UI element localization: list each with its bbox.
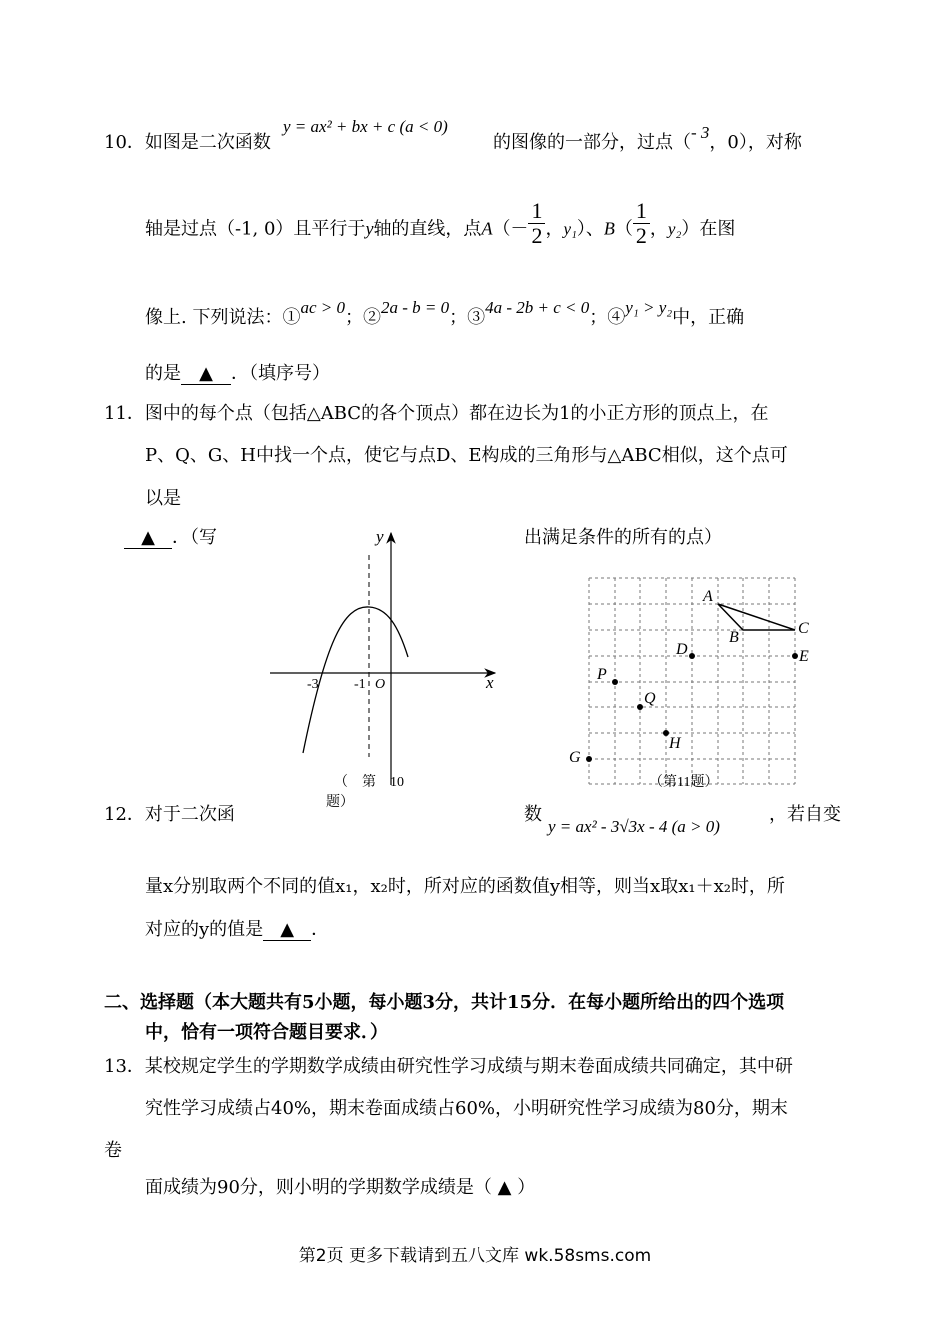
q10-line4: 的是 ▲ ．（填序号） (145, 363, 330, 384)
origin-label: O (375, 677, 386, 692)
point-p (612, 679, 618, 685)
q13-line1: 13．某校规定学生的学期数学成绩由研究性学习成绩与期末卷面成绩共同确定，其中研 (104, 1056, 793, 1077)
q13-line4: 面成绩为90分，则小明的学期数学成绩是（ ▲ ） (145, 1177, 536, 1198)
q11-line4b: 出满足条件的所有的点） (524, 527, 722, 548)
q10-line1: 10．如图是二次函数 (104, 132, 271, 153)
label-c: C (798, 620, 809, 637)
section2-heading-line1: 二、选择题（本大题共有5小题，每小题3分，共计15分．在每小题所给出的四个选项 (104, 992, 785, 1013)
q10-function: y = ax² + bx + c (a < 0) (283, 117, 448, 136)
answer-blank[interactable]: ▲ (263, 919, 311, 941)
fig10-caption-a: （ 第 10 (334, 775, 404, 790)
triangle-abc (718, 604, 795, 630)
fig11-caption: （第11题） (649, 775, 719, 790)
answer-blank[interactable]: ▲ (124, 527, 172, 549)
tick-minus3: -3 (307, 677, 319, 692)
grid-lines (589, 578, 795, 784)
q12-line1b: 数 (524, 804, 542, 825)
q12-line1c: ，若自变 (769, 804, 841, 825)
tick-minus1: -1 (354, 677, 366, 692)
q10-number: 10． (104, 132, 145, 153)
fig10-caption-b: 题） (326, 795, 354, 810)
fraction-half: $\frac{1}{2}$ (528, 199, 545, 248)
label-b: B (729, 629, 739, 646)
q12-line1a: 12．对于二次函 (104, 804, 235, 825)
q10-line3: 像上. 下列说法：①ac > 0；②2a - b = 0；③4a - 2b + c < 0；④y₁ > y₂中，正确 (145, 298, 745, 328)
label-p: P (597, 666, 607, 683)
q11-line3: 以是 (145, 488, 181, 509)
section2-heading-line2: 中，恰有一项符合题目要求．） (145, 1022, 388, 1043)
label-a: A (703, 588, 713, 605)
q10-line2: 轴是过点（-1, 0）且平行于y轴的直线，点A（－ $\frac{1}{2}$ ，y₁）、B（ $\frac{1}{2}$ ，y₂）在图 (145, 198, 736, 248)
q11-line2: P、Q、G、H中找一个点，使它与点D、E构成的三角形与△ABC相似，这个点可 (145, 445, 788, 466)
label-g: G (569, 749, 581, 766)
q12-line3: 对应的y的值是 ▲ ． (145, 919, 330, 940)
q13-line2: 究性学习成绩占40%，期末卷面成绩占60%，小明研究性学习成绩为80分，期末 (145, 1098, 788, 1119)
point-q (637, 704, 643, 710)
point-g (586, 756, 592, 762)
x-axis-label: x (486, 673, 494, 692)
y-axis-label: y (376, 527, 384, 546)
answer-triangle[interactable]: ▲ (497, 1177, 512, 1198)
label-q: Q (644, 690, 656, 707)
q12-line2: 量x分别取两个不同的值x₁，x₂时，所对应的函数值y相等，则当x取x₁＋x₂时，所 (145, 876, 785, 897)
q11-line1: 11．图中的每个点（包括△ABC的各个顶点）都在边长为1的小正方形的顶点上，在 (104, 403, 769, 424)
label-e: E (799, 648, 809, 665)
q13-line3: 卷 (104, 1140, 122, 1161)
point-d (689, 653, 695, 659)
point-e (792, 653, 798, 659)
q12-function: y = ax² - 3√3x - 4 (a > 0) (548, 817, 720, 836)
label-h: H (669, 735, 681, 752)
fraction-half: $\frac{1}{2}$ (633, 199, 650, 248)
answer-blank[interactable]: ▲ (181, 363, 231, 385)
q11-line4a: ▲ ．（写 (124, 523, 217, 549)
figure-11-grid (563, 570, 813, 792)
label-d: D (676, 641, 688, 658)
page-footer: 第2页 更多下载请到五八文库 wk.58sms.com (298, 1246, 652, 1266)
